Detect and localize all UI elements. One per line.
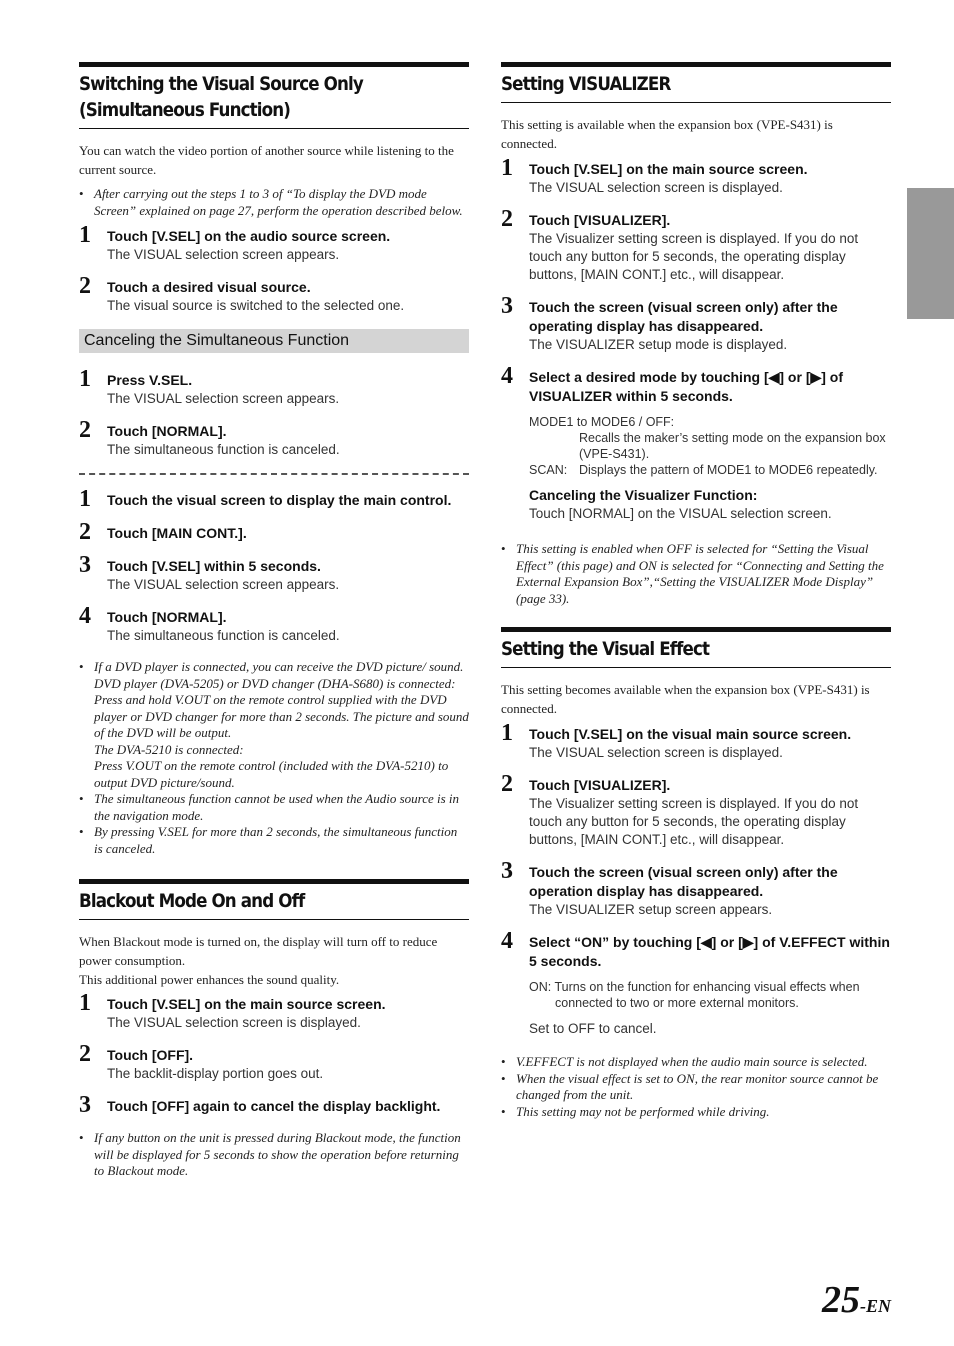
blackout-step-3 (79, 1092, 469, 1118)
note-item: • This setting may not be performed while driving. (501, 1104, 891, 1121)
intro-text: This setting is available when the expansion box (VPE-S431) is connected. (501, 117, 833, 151)
section-title-visualizer (501, 62, 891, 103)
step-title: Touch the visual screen to display the main control. (107, 492, 452, 508)
scan-desc: Displays the pattern of MODE1 to MODE6 repeatedly. (579, 463, 878, 477)
section-title-text: Setting the Visual Effect (501, 638, 710, 660)
note-line: • If a DVD player is connected, you can receive the DVD picture/ sound. (94, 659, 464, 674)
step-number: 3 (501, 293, 513, 319)
alt-step-2 (79, 519, 469, 545)
page-number (822, 1278, 891, 1322)
step-desc: The VISUAL selection screen appears. (107, 577, 340, 592)
page-number-value: 25 (822, 1279, 860, 1321)
note-line: The DVA-5210 is connected: (94, 741, 244, 757)
visualizer-step-3 (501, 293, 891, 354)
step-title: Touch [V.SEL] on the audio source screen. (107, 228, 391, 244)
note-item: • This setting is enabled when OFF is selected for “Setting the Visual Effect” (this page) and ON is selected for “Connecting and Setting the External Expansion Box”,“Setting the VISUALIZER Mode Display” (page 33). (501, 541, 891, 607)
step-title: Touch the screen (visual screen only) after the operating display has disappeared. (529, 299, 838, 334)
note-item: • If any button on the unit is pressed during Blackout mode, the function will be displayed for 5 seconds to show the operation before returning to Blackout mode. (79, 1130, 469, 1180)
intro-text: You can watch the video portion of another source while listening to the current source. (79, 143, 454, 177)
cancel-visualizer-text: Touch [NORMAL] on the VISUAL selection screen. (529, 506, 832, 521)
cancel-step-2 (79, 417, 469, 459)
effect-step-3 (501, 858, 891, 919)
step-title: Touch [VISUALIZER]. (529, 212, 671, 228)
step-number: 1 (79, 486, 91, 512)
step-desc: The VISUAL selection screen appears. (107, 391, 340, 406)
step-number: 1 (79, 222, 91, 248)
step-desc: The Visualizer setting screen is displayed. If you do not touch any button for 5 seconds, the operating display buttons, [MAIN CONT.] etc., will disappear. (529, 231, 859, 282)
page-number-suffix: -EN (860, 1296, 891, 1316)
step-title: Press V.SEL. (107, 372, 193, 388)
step-number: 1 (79, 366, 91, 392)
note-item: • V.EFFECT is not displayed when the audio main source is selected. (501, 1054, 891, 1071)
alt-step-3 (79, 552, 469, 594)
section-title-text: Setting VISUALIZER (501, 73, 671, 95)
step-title: Touch a desired visual source. (107, 279, 311, 295)
step-number: 2 (79, 1041, 91, 1067)
blackout-step-1 (79, 990, 469, 1032)
blackout-step-2 (79, 1041, 469, 1083)
note-line: Press and hold V.OUT on the remote control supplied with the DVD player or DVD changer for more than 2 seconds. The picture and sound of the DVD will be output. (94, 692, 469, 740)
step-title: Touch [MAIN CONT.]. (107, 525, 247, 541)
visualizer-step-1 (501, 155, 891, 197)
left-column (79, 62, 469, 1188)
step-number: 2 (79, 417, 91, 443)
cancel-step-1 (79, 366, 469, 408)
effect-notes (501, 1054, 891, 1120)
scan-row (529, 462, 891, 478)
step-desc: The VISUAL selection screen is displayed. (529, 745, 783, 760)
section-title-line2: (Simultaneous Function) (79, 99, 290, 121)
cancel-visualizer-title: Canceling the Visualizer Function: (529, 487, 758, 503)
section-title-line1: Switching the Visual Source Only (79, 73, 363, 95)
step-title: Select “ON” by touching [◀] or [▶] of V.EFFECT within 5 seconds. (529, 934, 890, 969)
step-number: 3 (79, 1092, 91, 1118)
step-title: Touch [V.SEL] on the main source screen. (107, 996, 386, 1012)
step-title: Touch [NORMAL]. (107, 609, 227, 625)
step-desc: The Visualizer setting screen is displayed. If you do not touch any button for 5 seconds, the operating display buttons, [MAIN CONT.] etc., will disappear. (529, 796, 859, 847)
effect-step-1 (501, 720, 891, 762)
blackout-notes (79, 1130, 469, 1180)
visualizer-notes (501, 541, 891, 607)
intro-line: When Blackout mode is turned on, the display will turn off to reduce power consumption. (79, 934, 438, 968)
step-desc: The simultaneous function is canceled. (107, 442, 340, 457)
effect-step-4 (501, 928, 891, 971)
note-line: DVD player (DVA-5205) or DVD changer (DHA-S680) is connected: (94, 675, 456, 691)
intro-line: This additional power enhances the sound quality. (79, 972, 340, 987)
step-number: 1 (501, 720, 513, 746)
step-number: 2 (501, 206, 513, 232)
step-number: 4 (501, 928, 513, 954)
intro-text (79, 932, 469, 989)
step-number: 2 (79, 519, 91, 545)
step-title: Touch [V.SEL] on the visual main source screen. (529, 726, 852, 742)
step-number: 2 (501, 771, 513, 797)
cancel-notes (79, 659, 469, 857)
step-title: Touch the screen (visual screen only) after the operation display has disappeared. (529, 864, 838, 899)
step-desc: The VISUALIZER setup mode is displayed. (529, 337, 788, 352)
on-option: ON: Turns on the function for enhancing visual effects when connected to two or more external monitors. (529, 980, 860, 1010)
note-line: Press V.OUT on the remote control (included with the DVA-5210) to output DVD picture/sound. (94, 758, 449, 790)
step-title: Touch [VISUALIZER]. (529, 777, 671, 793)
step-2 (79, 273, 469, 315)
step-number: 4 (79, 603, 91, 629)
intro-text: This setting becomes available when the expansion box (VPE-S431) is connected. (501, 682, 870, 716)
mode-desc: Recalls the maker’s setting mode on the expansion box (VPE-S431). (579, 431, 886, 461)
dashed-divider (79, 473, 469, 475)
step-number: 2 (79, 273, 91, 299)
step-number: 3 (501, 858, 513, 884)
step-desc: The visual source is switched to the selected one. (107, 298, 405, 313)
off-cancel-text: Set to OFF to cancel. (529, 1021, 657, 1036)
alt-step-4 (79, 603, 469, 645)
section-title-text: Blackout Mode On and Off (79, 890, 305, 912)
note-item: • When the visual effect is set to ON, the rear monitor source cannot be changed from the unit. (501, 1071, 891, 1104)
right-column (501, 62, 891, 1128)
step-title: Touch [OFF]. (107, 1047, 194, 1063)
visualizer-step-2 (501, 206, 891, 284)
step-number: 3 (79, 552, 91, 578)
note-item: • After carrying out the steps 1 to 3 of “To display the DVD mode Screen” explained on page 27, perform the operation described below. (79, 186, 469, 219)
step-desc: The backlit-display portion goes out. (107, 1066, 324, 1081)
scan-label: SCAN: (529, 463, 568, 477)
step-1 (79, 222, 469, 264)
note-item: • The simultaneous function cannot be used when the Audio source is in the navigation mode. (79, 791, 469, 824)
note-list (79, 186, 469, 219)
step-title: Touch [V.SEL] on the main source screen. (529, 161, 808, 177)
step-desc: The VISUAL selection screen is displayed. (529, 180, 783, 195)
note-item (79, 659, 469, 791)
step-desc: The VISUALIZER setup screen appears. (529, 902, 773, 917)
mode-label: MODE1 to MODE6 / OFF: (529, 415, 675, 429)
step-number: 1 (501, 155, 513, 181)
step-title: Touch [NORMAL]. (107, 423, 227, 439)
effect-step-2 (501, 771, 891, 849)
mode-options (529, 414, 891, 478)
step-number: 1 (79, 990, 91, 1016)
step-number: 4 (501, 363, 513, 389)
step-title: Touch [V.SEL] within 5 seconds. (107, 558, 321, 574)
step-desc: The VISUAL selection screen is displayed. (107, 1015, 361, 1030)
subheading-cancel-simultaneous: Canceling the Simultaneous Function (79, 329, 469, 353)
section-title-blackout (79, 879, 469, 920)
section-title-visual-effect (501, 627, 891, 668)
visualizer-step-4 (501, 363, 891, 406)
cancel-visualizer (529, 486, 891, 523)
step-title: Select a desired mode by touching [◀] or [▶] of VISUALIZER within 5 seconds. (529, 369, 844, 404)
step-title: Touch [OFF] again to cancel the display backlight. (107, 1098, 441, 1114)
step-desc: The VISUAL selection screen appears. (107, 247, 340, 262)
side-tab-marker (907, 188, 954, 319)
alt-step-1 (79, 486, 469, 512)
section-title-simultaneous (79, 62, 469, 129)
note-item: • By pressing V.SEL for more than 2 seconds, the simultaneous function is canceled. (79, 824, 469, 857)
step-desc: The simultaneous function is canceled. (107, 628, 340, 643)
